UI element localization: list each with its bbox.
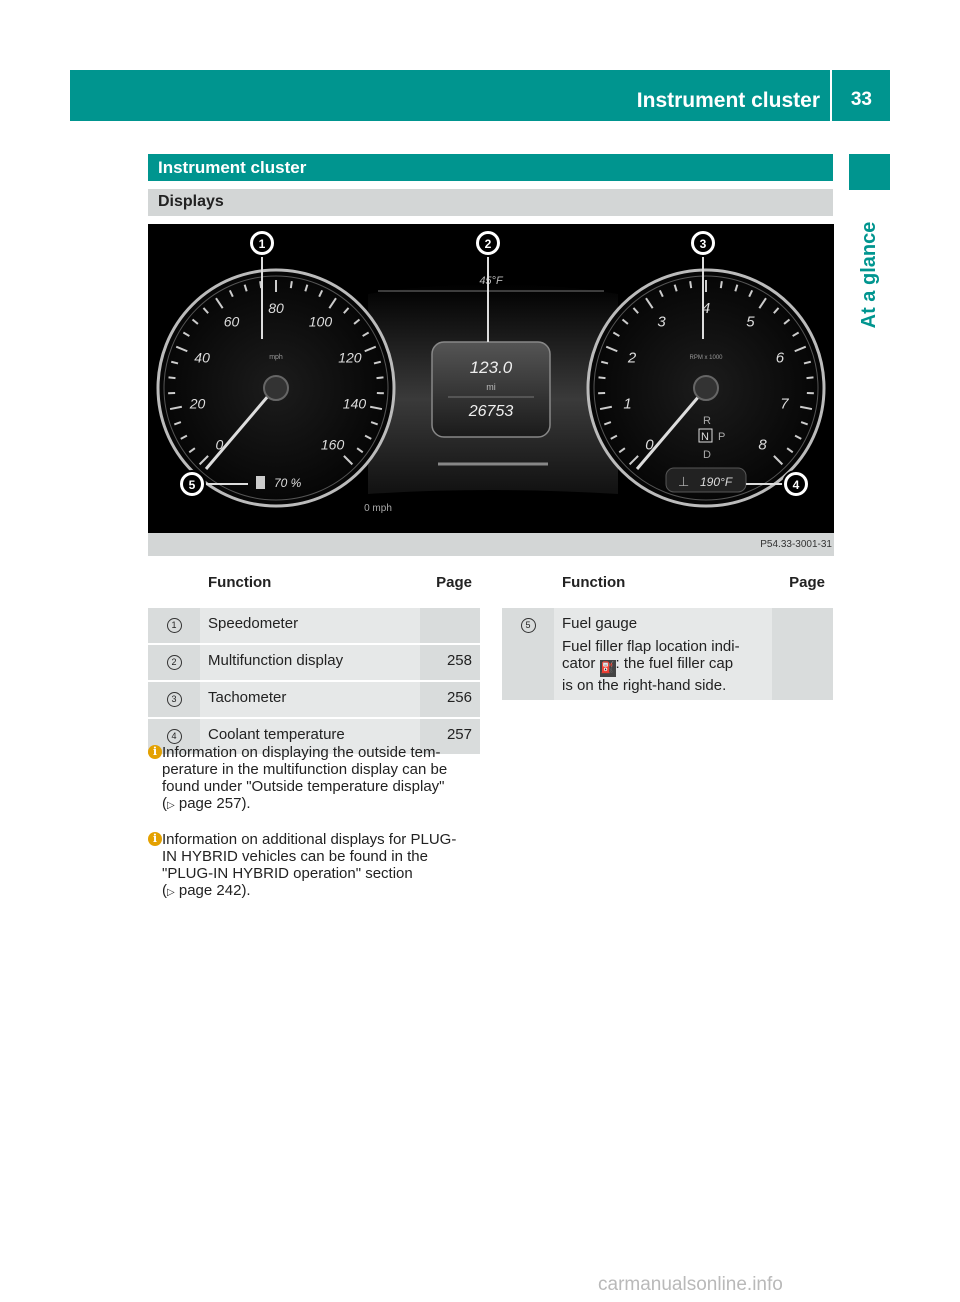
fuel-pump-icon: ⛽ [600,660,616,677]
row-number: 1 [167,618,182,633]
row-page [772,607,833,700]
column-header-page: Page [789,574,825,591]
note-line: found under "Outside temperature display" [162,778,445,795]
speed-unit-label: mph [269,354,283,361]
tachometer-gauge [588,270,824,506]
gauge-tick-label: 7 [780,395,789,413]
gauge-tick [291,281,292,288]
row-page [420,607,480,644]
callout-5: 5 [188,478,196,492]
row-page: 257 [420,718,480,754]
gear-p: P [718,431,726,443]
coolant-readout: 190°F [700,475,733,489]
section-title: Instrument cluster [158,158,307,177]
column-header-function: Function [562,574,626,591]
gauge-tick-label: 20 [189,395,206,412]
callout-4: 4 [792,478,800,492]
speed-readout: 0 mph [364,503,392,514]
row-page: 256 [420,681,480,718]
row-page: 258 [420,644,480,681]
section-title-bar [148,154,833,181]
gauge-tick-label: 160 [320,436,345,453]
table-row [148,681,480,718]
arrow-icon: ▷ [167,887,175,898]
gauge-tick [377,377,384,378]
gauge-tick-label: 80 [268,300,284,316]
info-note [162,744,482,814]
header-divider [830,70,832,121]
info-icon: i [148,832,162,846]
row-desc-line-1: Fuel filler flap location indi- [562,638,740,655]
page-link[interactable]: page 257). [178,795,251,812]
instrument-cluster-image [148,224,834,556]
gauge-tick-label: 0 [645,436,654,454]
gauge-tick-label: 0 [215,436,224,453]
side-tab-marker [849,154,890,190]
gauge-tick-label: 5 [746,313,755,331]
note-line: perature in the multifunction display can be [162,761,448,778]
gauge-tick-label: 1 [623,395,632,413]
gauge-tick-label: 140 [342,395,367,412]
page-number: 33 [850,89,872,110]
gauge-tick-label: 120 [338,349,362,366]
trip-unit: mi [486,382,496,392]
row-function: Fuel gauge [562,615,638,632]
gauge-tick-label: 4 [701,300,711,317]
table-header [502,564,833,607]
column-header-page: Page [436,574,472,591]
page-link[interactable]: page 242). [178,882,251,899]
note-line: "PLUG-IN HYBRID operation" section [162,865,413,882]
gauge-tick [721,281,722,288]
gear-d: D [703,449,711,461]
callout-1: 1 [258,237,266,251]
table-row [148,644,480,681]
note-line: Information on additional displays for PLUG- [162,831,457,848]
row-desc-line-2 [562,655,772,677]
gauge-tick [807,377,814,378]
page-header [70,70,890,121]
gauge-tick-label: 60 [223,313,240,330]
gear-r: R [703,415,711,427]
info-note [162,831,482,901]
note-ref: (▷ page 257). [162,795,251,812]
note-line: Information on displaying the outside tem- [162,744,441,761]
gauge-tick [690,281,691,288]
column-header-function: Function [208,574,272,591]
row-desc-post: : the fuel filler cap [615,655,734,672]
gauge-tick-label: 6 [775,349,785,367]
trip-readout: 123.0 [469,358,513,377]
row-function: Tachometer [200,681,420,718]
table-row [148,607,480,644]
table-header [148,564,480,607]
gauge-tick-label: 100 [308,313,333,330]
row-number: 3 [167,692,182,707]
row-function: Coolant temperature [200,718,420,754]
svg-text:⊥: ⊥ [678,475,690,490]
outside-temp: 45°F [479,275,503,287]
row-number: 2 [167,655,182,670]
gauge-tick-label: 8 [758,436,767,454]
row-number: 5 [521,618,536,633]
row-desc-line-3: is on the right-hand side. [562,677,727,694]
arrow-icon: ▷ [167,800,175,811]
figure-code-bar [148,533,834,556]
header-title: Instrument cluster [636,89,820,112]
row-function: Multifunction display [200,644,420,681]
watermark: carmanualsonline.info [598,1274,783,1295]
callout-3: 3 [699,237,707,251]
function-table-right [502,564,833,700]
row-desc-pre: cator [562,655,596,672]
callout-2: 2 [484,237,492,251]
function-table-left [148,564,480,754]
subsection-bar [148,189,833,216]
row-function: Speedometer [200,607,420,644]
gauge-tick [169,377,176,378]
note-ref: (▷ page 242). [162,882,251,899]
figure-code: P54.33-3001-31 [760,539,832,550]
gauge-tick [599,377,606,378]
row-number: 4 [167,729,182,744]
subsection-title: Displays [158,193,224,210]
gauge-tick-label: 2 [627,349,637,367]
gauge-tick-label: 3 [657,313,666,331]
odometer-readout: 26753 [468,403,514,420]
fuel-level-readout: 70 % [274,476,302,490]
gauge-tick-label: 40 [194,349,210,366]
side-tab-label: At a glance [858,221,880,329]
gear-n: N [701,431,709,443]
row-function-cell [554,607,772,700]
table-row [502,607,833,700]
tach-unit-label: RPM x 1000 [689,355,723,361]
info-icon: i [148,745,162,759]
note-line: IN HYBRID vehicles can be found in the [162,848,428,865]
